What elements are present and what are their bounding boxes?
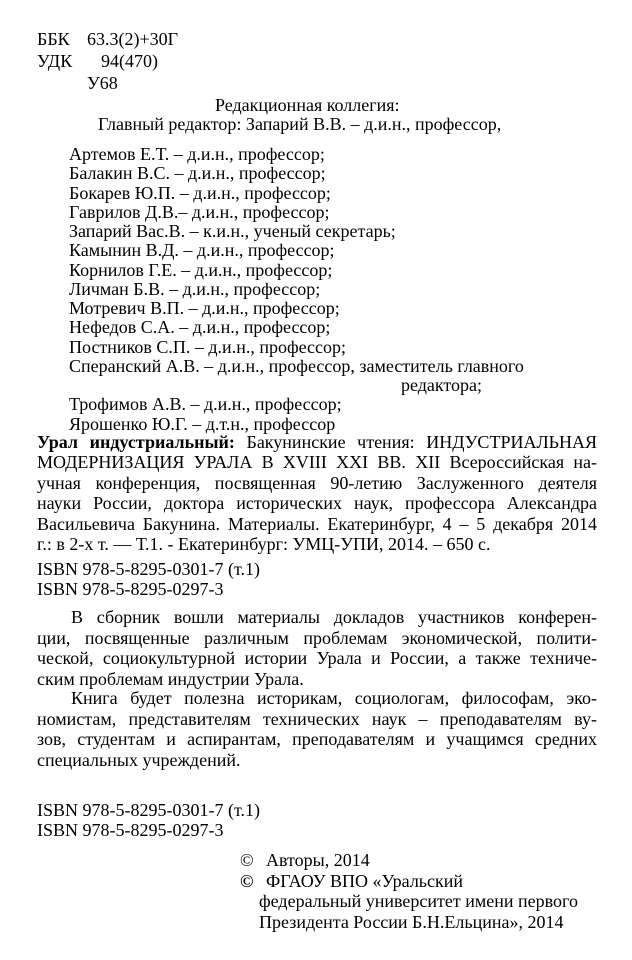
board-member: Мотревич В.П. – д.и.н., профессор; <box>69 298 340 318</box>
board-member: Гаврилов Д.В.– д.и.н., профессор; <box>69 201 330 222</box>
bbk-value: 63.3(2)+30Г <box>87 29 179 49</box>
board-member: Личман Б.В. – д.и.н., профессор; <box>69 278 321 299</box>
copyright-symbol-2: © <box>240 871 254 891</box>
copyright-publisher-1: ФГАОУ ВПО «Уральский <box>266 871 464 891</box>
isbn-volume-bottom: ISBN 978-5-8295-0301-7 (т.1) <box>37 800 260 820</box>
board-member: Запарий Вас.В. – к.и.н., ученый секретарь; <box>69 221 396 241</box>
annotation-line: Книга будет полезна историкам, социологам, философам, эко- <box>71 688 597 708</box>
biblio-line: Васильевича Бакунина. Материалы. Екатеринбург, 4 – 5 декабря 2014 <box>37 513 597 534</box>
udk-value: 94(470) <box>101 51 158 71</box>
board-member: Бокарев Ю.П. – д.и.н., профессор; <box>69 182 331 203</box>
bbk-label: ББК <box>37 29 70 49</box>
annotation-line: ческой, социокультурной истории Урала и России, а также техниче- <box>37 648 597 668</box>
board-title: Редакционная коллегия: <box>215 95 400 115</box>
board-member: Балакин В.С. – д.и.н., профессор; <box>69 163 326 184</box>
board-member: Артемов Е.Т. – д.и.н., профессор; <box>69 144 325 164</box>
biblio-line: науки России, доктора исторических наук, профессора Александра <box>37 493 597 514</box>
biblio-line: г.: в 2-х т. — Т.1. - Екатеринбург: УМЦ-УПИ, 2014. – 650 с. <box>37 534 491 554</box>
copyright-publisher-2: федеральный университет имени первого <box>259 891 578 911</box>
udk-label: УДК <box>37 51 73 71</box>
board-member: Сперанский А.В. – д.и.н., профессор, заместитель главного <box>69 355 524 376</box>
board-member: Трофимов А.В. – д.и.н., профессор; <box>69 394 342 415</box>
copyright-symbol-1: © <box>240 850 254 870</box>
annotation-line: номистам, представителям технических наук – преподавателям ву- <box>37 708 597 729</box>
board-member: Камынин В.Д. – д.и.н., профессор; <box>69 240 335 261</box>
board-member: Нефедов С.А. – д.и.н., профессор; <box>69 317 331 338</box>
board-member: редактора; <box>401 375 483 395</box>
isbn-set: ISBN 978-5-8295-0297-3 <box>37 579 224 599</box>
annotation-line: В сборник вошли материалы докладов участников конферен- <box>71 607 597 627</box>
biblio-line-1-text: Бакунинские чтения: ИНДУСТРИАЛЬНАЯ <box>246 432 597 452</box>
board-member: Постников С.П. – д.и.н., профессор; <box>69 336 347 357</box>
annotation-line: зов, студентам и аспирантам, преподавателям и учащимся средних <box>37 729 597 749</box>
board-member: Ярошенко Ю.Г. – д.т.н., профессор <box>69 413 336 434</box>
isbn-volume: ISBN 978-5-8295-0301-7 (т.1) <box>37 559 260 579</box>
annotation-line: ским проблемам индустрии Урала. <box>37 668 304 689</box>
biblio-line: учная конференция, посвященная 90-летию Заслуженного деятеля <box>37 472 597 493</box>
isbn-set-bottom: ISBN 978-5-8295-0297-3 <box>37 820 224 840</box>
chief-editor: Главный редактор: Запарий В.В. – д.и.н., профессор, <box>98 114 502 134</box>
biblio-line-1 <box>37 433 597 451</box>
author-mark: У68 <box>87 73 118 93</box>
book-title: Урал индустриальный: <box>37 432 235 452</box>
biblio-line: МОДЕРНИЗАЦИЯ УРАЛА В XVIII XXI ВВ. XII Всероссийская на- <box>37 452 597 473</box>
copyright-publisher-3: Президента России Б.Н.Ельцина», 2014 <box>259 912 564 932</box>
annotation-line: специальных учреждений. <box>37 749 241 770</box>
board-member: Корнилов Г.Е. – д.и.н., профессор; <box>69 259 333 280</box>
annotation-line: ции, посвященные различным проблемам экономической, полити- <box>37 627 597 648</box>
copyright-authors: Авторы, 2014 <box>266 850 370 870</box>
